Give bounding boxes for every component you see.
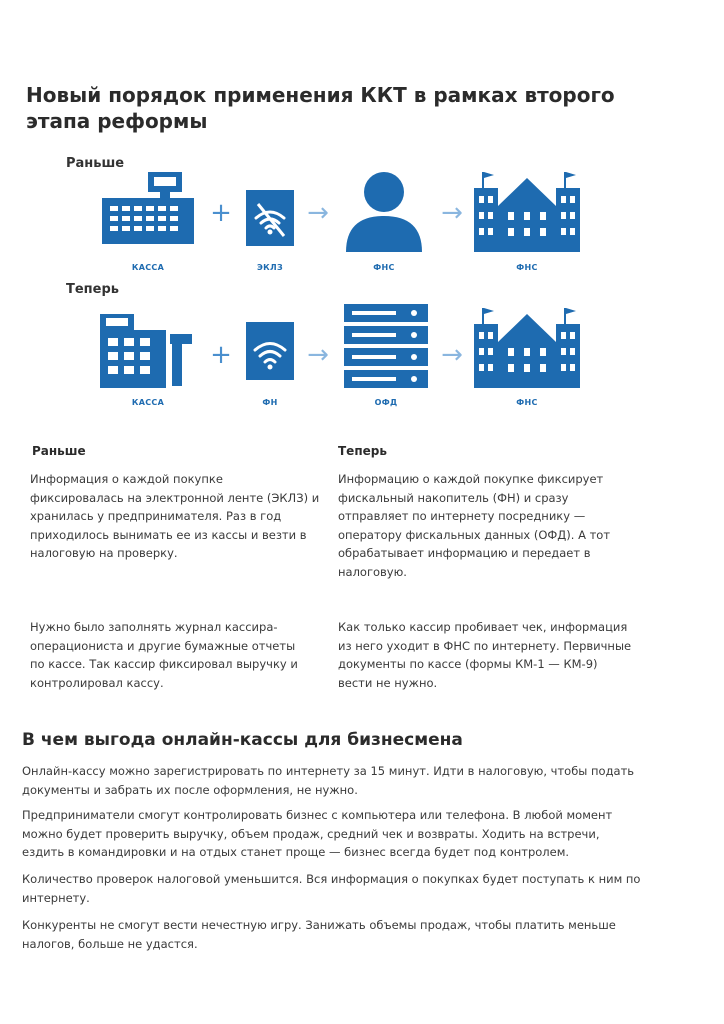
fn-signal-icon bbox=[246, 322, 294, 380]
process-diagram bbox=[0, 150, 724, 420]
label-after-4: ФНС bbox=[516, 398, 538, 407]
label-before-4: ФНС bbox=[516, 263, 538, 272]
row-label-after: Теперь bbox=[66, 282, 120, 297]
plus-icon: + bbox=[210, 340, 232, 370]
benefit-paragraph-3: Количество проверок налоговой уменьшится. Вся информация о покупках будет поступать к ним по интернету. bbox=[22, 872, 641, 905]
label-before-2: ЭКЛЗ bbox=[257, 263, 283, 272]
arrow-icon: → bbox=[441, 198, 463, 228]
before-paragraph-1: Информация о каждой покупке фиксировалась на электронной ленте (ЭКЛЗ) и хранилась у предпринимателя. Раз в год приходилось вынимать ее из кассы и везти в налоговую на проверку. bbox=[30, 472, 320, 560]
after-heading: Теперь bbox=[338, 444, 387, 458]
row-label-before: Раньше bbox=[66, 156, 125, 171]
benefit-paragraph-4: Конкуренты не смогут вести нечестную игру. Занижать объемы продаж, чтобы платить меньше налогов, больше не удастся. bbox=[22, 918, 616, 951]
before-paragraph-2: Нужно было заполнять журнал кассира-операциониста и другие бумажные отчеты по кассе. Так кассир фиксировал выручку и контролировал кассу. bbox=[30, 620, 298, 690]
before-heading: Раньше bbox=[32, 444, 86, 458]
arrow-icon: → bbox=[307, 198, 329, 228]
online-cash-register-icon bbox=[98, 308, 198, 390]
label-after-3: ОФД bbox=[374, 398, 398, 407]
plus-icon: + bbox=[210, 198, 232, 228]
government-building-icon bbox=[472, 306, 582, 390]
government-building-icon bbox=[472, 170, 582, 254]
label-after-2: ФН bbox=[262, 398, 278, 407]
arrow-icon: → bbox=[441, 340, 463, 370]
benefit-paragraph-2: Предприниматели смогут контролировать бизнес с компьютера или телефона. В любой момент можно будет проверить выручку, объем продаж, средний чек и возвраты. Ходить на встречи, ездить в командировки и на отдых станет проще — бизнес всегда будет под контролем. bbox=[22, 808, 613, 859]
label-after-1: КАССА bbox=[131, 398, 165, 407]
after-paragraph-1: Информацию о каждой покупке фиксирует фискальный накопитель (ФН) и сразу отправляет по интернету посреднику — оператору фискальных данных (ОФД). А тот обрабатывает информацию и передает в налоговую. bbox=[338, 472, 611, 579]
label-before-3: ФНС bbox=[373, 263, 395, 272]
eklz-no-signal-icon bbox=[246, 190, 294, 246]
page-title: Новый порядок применения ККТ в рамках второго этапа реформы bbox=[26, 83, 615, 133]
arrow-icon: → bbox=[307, 340, 329, 370]
server-icon bbox=[344, 304, 428, 390]
person-icon bbox=[344, 170, 424, 252]
label-before-1: КАССА bbox=[131, 263, 165, 272]
benefits-heading: В чем выгода онлайн-кассы для бизнесмена bbox=[22, 730, 463, 750]
after-paragraph-2: Как только кассир пробивает чек, информация из него уходит в ФНС по интернету. Первичные документы по кассе (формы КМ-1 — КМ-9) вести не нужно. bbox=[338, 620, 632, 690]
cash-register-icon bbox=[100, 168, 196, 248]
benefit-paragraph-1: Онлайн-кассу можно зарегистрировать по интернету за 15 минут. Идти в налоговую, чтобы подать документы и забрать их после оформления, не нужно. bbox=[22, 764, 635, 797]
